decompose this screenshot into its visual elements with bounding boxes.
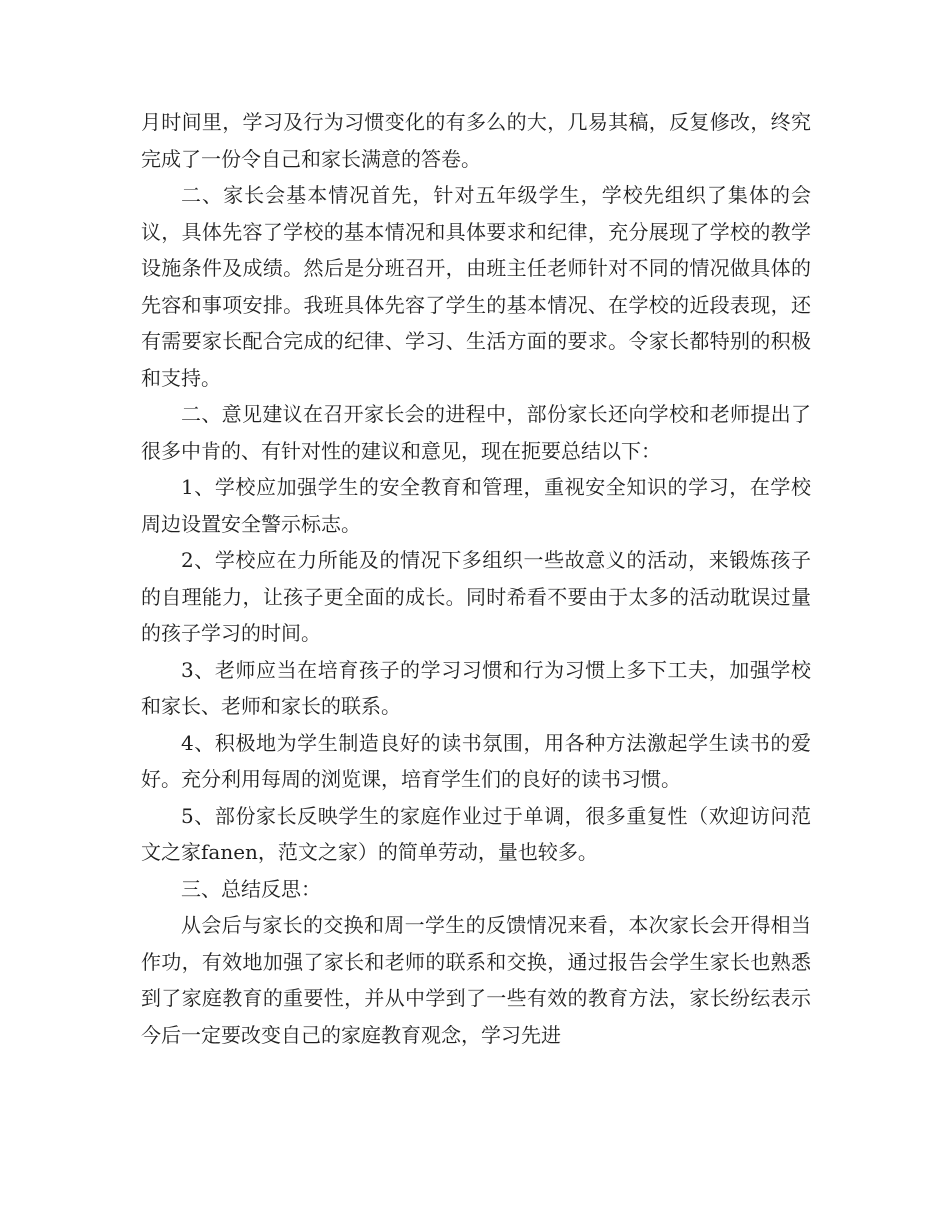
paragraph-reflection: 从会后与家长的交换和周一学生的反馈情况来看，本次家长会开得相当作功，有效地加强了家长和老师的联系和交换，通过报告会学生家长也熟悉到了家庭教育的重要性，并从中学到了一些有效的教育方法，家长纷纭表示今后一定要改变自己的家庭教育观念，学习先进 (141, 913, 811, 1047)
section-heading-reflection: 三、总结反思： (181, 876, 321, 901)
document-body (141, 104, 811, 1053)
paragraph-continuation: 月时间里，学习及行为习惯变化的有多么的大，几易其稿，反复修改，终究完成了一份令自己和家长满意的答卷。 (141, 110, 811, 171)
paragraph-meeting-overview: 二、家长会基本情况首先，针对五年级学生，学校先组织了集体的会议，具体先容了学校的基本情况和具体要求和纪律，充分展现了学校的教学设施条件及成绩。然后是分班召开，由班主任老师针对不同的情况做具体的先容和事项安排。我班具体先容了学生的基本情况、在学校的近段表现，还有需要家长配合完成的纪律、学习、生活方面的要求。令家长都特别的积极和支持。 (141, 183, 811, 390)
paragraph-suggestions-intro: 二、意见建议在召开家长会的进程中，部份家长还向学校和老师提出了很多中肯的、有针对性的建议和意见，现在扼要总结以下： (141, 402, 811, 463)
paragraph-suggestion-4: 4、积极地为学生制造良好的读书氛围，用各种方法激起学生读书的爱好。充分利用每周的浏览课，培育学生们的良好的读书习惯。 (141, 730, 811, 791)
paragraph-suggestion-5: 5、部份家长反映学生的家庭作业过于单调，很多重复性（欢迎访问范文之家fanen，范文之家）的简单劳动，量也较多。 (141, 803, 811, 864)
paragraph-suggestion-3: 3、老师应当在培育孩子的学习习惯和行为习惯上多下工夫，加强学校和家长、老师和家长的联系。 (141, 657, 811, 718)
paragraph-suggestion-1: 1、学校应加强学生的安全教育和管理，重视安全知识的学习，在学校周边设置安全警示标志。 (141, 475, 811, 536)
paragraph-suggestion-2: 2、学校应在力所能及的情况下多组织一些故意义的活动，来锻炼孩子的自理能力，让孩子更全面的成长。同时希看不要由于太多的活动耽误过量的孩子学习的时间。 (141, 548, 811, 645)
